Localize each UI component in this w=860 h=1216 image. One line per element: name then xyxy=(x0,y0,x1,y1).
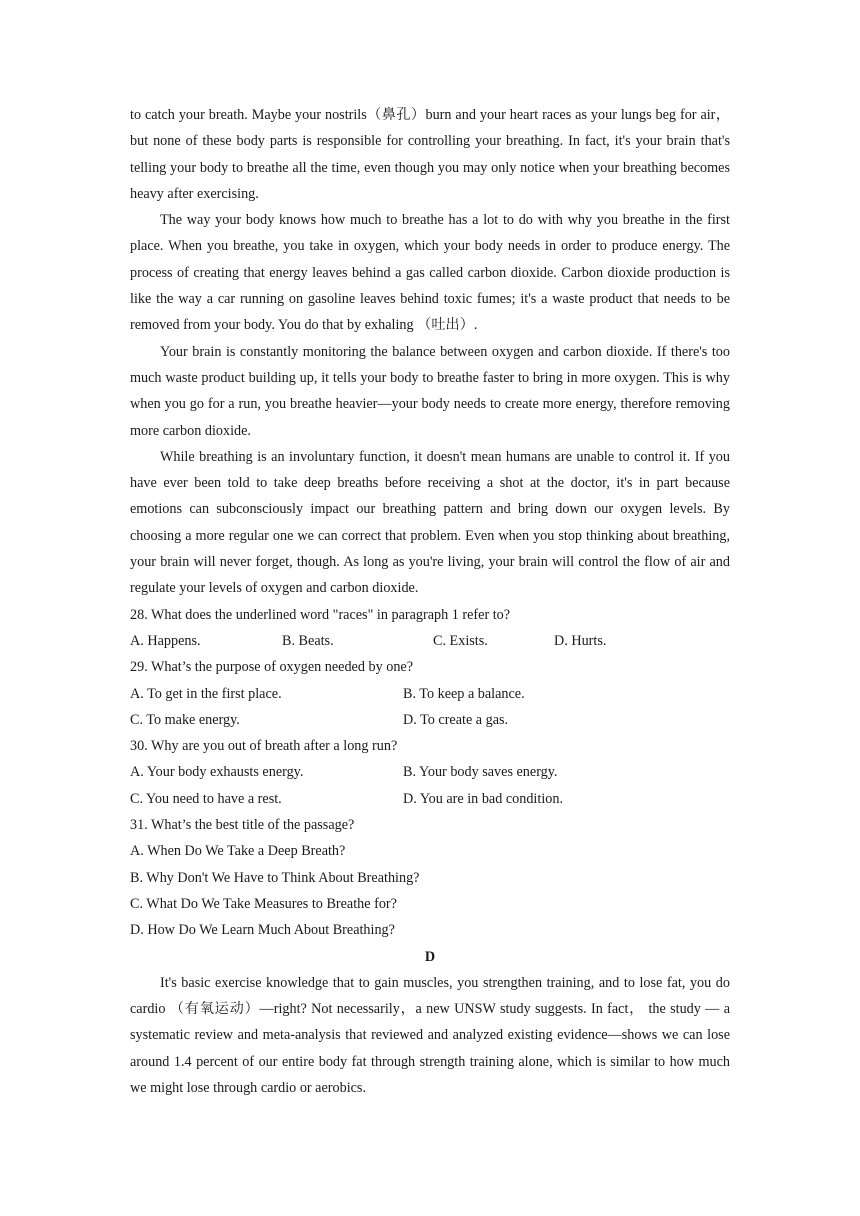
paragraph-2: The way your body knows how much to breathe has a lot to do with why you breathe in the first place. When you breathe, you take in oxygen, which your body needs in order to produce energy. The process of creating that energy leaves behind a gas called carbon dioxide. Carbon dioxide production is like the way a car running on gasoline leaves behind toxic fumes; it's a waste product that needs to be removed from your body. You do that by exhaling （吐出）. xyxy=(130,212,730,334)
question-31 xyxy=(130,812,730,943)
option-a: A. When Do We Take a Deep Breath? xyxy=(130,843,346,860)
question-stem: 30. Why are you out of breath after a long run? xyxy=(130,738,398,755)
option-a: A. Happens. xyxy=(130,632,201,649)
option-b: B. Why Don't We Have to Think About Breathing? xyxy=(130,869,420,886)
options-row xyxy=(130,628,730,654)
option-a: A. To get in the first place. xyxy=(130,685,282,702)
question-stem: 29. What’s the purpose of oxygen needed by one? xyxy=(130,659,414,676)
option-d: D. To create a gas. xyxy=(403,711,509,728)
option-b: B. Your body saves energy. xyxy=(403,764,558,781)
question-stem: 31. What’s the best title of the passage? xyxy=(130,817,355,834)
section-d-paragraph: It's basic exercise knowledge that to gain muscles, you strengthen training, and to lose fat, you do cardio （有氧运动）—right? Not necessarily，a new UNSW study suggests. In fact， the study — a systematic review and meta-analysis that reviewed and analyzed existing evidence—shows we can lose around 1.4 percent of our entire body fat through strength training alone, which is similar to how much we might lose through cardio or aerobics. xyxy=(130,974,730,1096)
document-page xyxy=(130,102,730,1101)
option-c: C. You need to have a rest. xyxy=(130,790,282,807)
options-row xyxy=(130,681,730,707)
paragraph-1: to catch your breath. Maybe your nostrils（鼻孔）burn and your heart races as your lungs beg for air，but none of these body parts is responsible for controlling your breathing. In fact, it's your brain that's telling your body to breathe all the time, even though you may only notice when your breathing becomes heavy after exercising. xyxy=(130,107,730,202)
option-d: D. You are in bad condition. xyxy=(403,790,563,807)
options-row xyxy=(130,759,730,785)
paragraph-3: Your brain is constantly monitoring the balance between oxygen and carbon dioxide. If there's too much waste product building up, it tells your body to breathe faster to bring in more oxygen. This is why when you go for a run, you breathe heavier—your body needs to create more energy, therefore removing more carbon dioxide. xyxy=(130,343,730,439)
paragraph-4: While breathing is an involuntary function, it doesn't mean humans are unable to control it. If you have ever been told to take deep breaths before receiving a shot at the doctor, it's in part because emotions can subconsciously impact our breathing pattern and bring down our oxygen levels. By choosing a more regular one we can correct that problem. Even when you stop thinking about breathing, your brain will never forget, though. As long as you're living, your brain will control the flow of air and regulate your levels of oxygen and carbon dioxide. xyxy=(130,448,730,597)
options-row xyxy=(130,707,730,733)
option-c: C. Exists. xyxy=(433,632,488,649)
section-heading: D xyxy=(424,948,436,965)
question-29 xyxy=(130,654,730,733)
options-row xyxy=(130,786,730,812)
option-d: D. Hurts. xyxy=(554,632,607,649)
question-28 xyxy=(130,602,730,655)
question-stem: 28. What does the underlined word "races" in paragraph 1 refer to? xyxy=(130,606,511,623)
option-b: B. Beats. xyxy=(282,632,334,649)
option-d: D. How Do We Learn Much About Breathing? xyxy=(130,922,395,939)
question-30 xyxy=(130,733,730,812)
option-c: C. What Do We Take Measures to Breathe for? xyxy=(130,895,397,912)
option-b: B. To keep a balance. xyxy=(403,685,525,702)
option-a: A. Your body exhausts energy. xyxy=(130,764,304,781)
option-c: C. To make energy. xyxy=(130,711,240,728)
